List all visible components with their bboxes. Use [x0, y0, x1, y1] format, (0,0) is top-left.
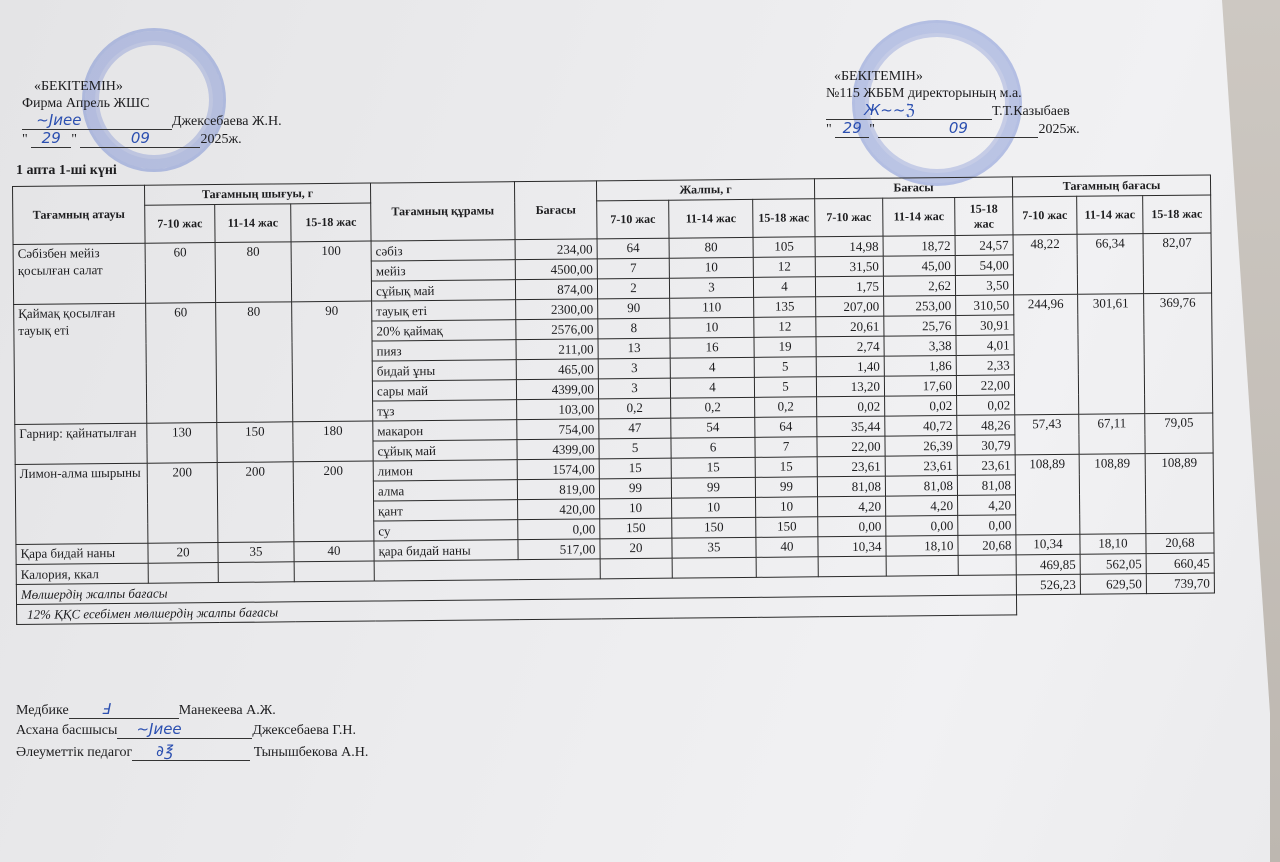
- dish-output: 200: [293, 461, 374, 542]
- ingredient-grams: 10: [670, 317, 754, 338]
- dish-output: 100: [291, 241, 372, 302]
- ingredient-cost: 22,00: [817, 436, 885, 457]
- dish-price: 48,22: [1013, 234, 1078, 295]
- ingredient-price: 4399,00: [517, 439, 599, 460]
- signature-line: ∂℥: [132, 742, 250, 761]
- ingredient-grams: 12: [753, 257, 815, 278]
- ingredient-cost: 3,38: [884, 335, 956, 356]
- ingredient-grams: 5: [754, 377, 816, 398]
- dish-output: 40: [294, 541, 374, 562]
- ingredient-name: тұз: [373, 400, 517, 421]
- ingredient-cost: 4,01: [956, 335, 1014, 356]
- approval-month: 09: [878, 120, 1038, 138]
- approval-org: №115 ЖББМ директорының м.а.: [826, 86, 1022, 101]
- ingredient-grams: 7: [755, 437, 817, 458]
- ingredient-cost: 1,75: [815, 276, 883, 297]
- total-price-11-14: 562,05: [1080, 554, 1146, 575]
- ingredient-name: алма: [373, 480, 517, 501]
- ingredient-grams: 0,2: [755, 397, 817, 418]
- ingredient-cost: 17,60: [884, 375, 956, 396]
- ingredient-grams: 8: [598, 318, 670, 339]
- ingredient-price: 103,00: [517, 399, 599, 420]
- ingredient-grams: 150: [672, 517, 756, 538]
- dish-name: Гарнир: қайнатылған: [15, 423, 147, 464]
- header-dish-price: Тағамның бағасы: [1012, 175, 1210, 197]
- ingredient-price: 211,00: [516, 339, 598, 360]
- ingredient-grams: 0,2: [599, 398, 671, 419]
- ingredient-cost: 13,20: [816, 376, 884, 397]
- ingredient-grams: 40: [756, 537, 818, 558]
- header-cost: Бағасы: [814, 177, 1012, 199]
- ingredient-cost: 253,00: [884, 295, 956, 316]
- ingredient-cost: 0,00: [958, 515, 1016, 536]
- header-age-11-14: 11-14 жас: [669, 199, 753, 238]
- approval-block-left: «БЕКІТЕМІН» Фирма Апрель ЖШС ~Jиее Джексебаева Ж.Н. " 29 " 09 2025ж.: [22, 79, 282, 147]
- dish-output: 60: [146, 303, 217, 424]
- header-age-15-18: 15-18 жас: [1143, 195, 1211, 234]
- ingredient-price: 0,00: [518, 519, 600, 540]
- ingredient-grams: 10: [672, 497, 756, 518]
- ingredient-price: 1574,00: [517, 459, 599, 480]
- dish-name: Қара бидай наны: [16, 543, 148, 564]
- ingredient-name: су: [374, 520, 518, 541]
- ingredient-cost: 45,00: [883, 255, 955, 276]
- total-price-7-10: 469,85: [1016, 554, 1080, 575]
- approval-org: Фирма Апрель ЖШС: [22, 96, 150, 111]
- ingredient-cost: 4,20: [958, 495, 1016, 516]
- ingredient-cost: 4,20: [886, 495, 958, 516]
- ingredient-price: 517,00: [518, 539, 600, 560]
- header-age-15-18: 15-18 жас: [955, 197, 1013, 236]
- dish-output: 200: [147, 463, 218, 544]
- approval-day: 29: [31, 130, 71, 148]
- dish-price: 79,05: [1145, 413, 1213, 454]
- ingredient-price: 2300,00: [516, 299, 598, 320]
- ingredient-name: мейіз: [371, 260, 515, 281]
- dish-name: Лимон-алма шырыны: [15, 463, 148, 544]
- approval-day: 29: [835, 120, 869, 138]
- ingredient-grams: 10: [756, 497, 818, 518]
- approval-month: 09: [80, 130, 200, 148]
- ingredient-grams: 7: [597, 258, 669, 279]
- header-age-7-10: 7-10 жас: [1013, 196, 1077, 235]
- ingredient-name: сары май: [372, 380, 516, 401]
- ingredient-cost: 207,00: [816, 296, 884, 317]
- dish-price: 18,10: [1080, 534, 1146, 555]
- ingredient-cost: 81,08: [957, 475, 1015, 496]
- ingredient-grams: 64: [597, 238, 669, 259]
- ingredient-name: сұйық май: [371, 280, 515, 301]
- ingredient-cost: 48,26: [957, 415, 1015, 436]
- vat-label: 12% ҚҚС есебімен мөлшердің жалпы бағасы: [17, 595, 1017, 625]
- header-age-7-10: 7-10 жас: [145, 205, 215, 244]
- ingredient-cost: 4,20: [818, 496, 886, 517]
- header-age-7-10: 7-10 жас: [597, 200, 669, 239]
- ingredient-cost: 0,02: [885, 395, 957, 416]
- approval-signer: Джексебаева Ж.Н.: [172, 114, 282, 129]
- ingredient-cost: 81,08: [885, 475, 957, 496]
- dish-output: 150: [217, 422, 293, 463]
- header-age-11-14: 11-14 жас: [1077, 196, 1143, 235]
- ingredient-cost: 1,86: [884, 355, 956, 376]
- menu-table: [12, 174, 1215, 624]
- ingredient-cost: 81,08: [817, 476, 885, 497]
- header-total-grams: Жалпы, г: [596, 179, 814, 201]
- signature-name: Тынышбекова А.Н.: [253, 745, 369, 760]
- ingredient-grams: 2: [597, 278, 669, 299]
- dish-output: 90: [292, 301, 373, 422]
- ingredient-grams: 16: [670, 337, 754, 358]
- signature-role: Медбике: [16, 703, 69, 718]
- ingredient-cost: 310,50: [956, 295, 1014, 316]
- ingredient-grams: 80: [669, 237, 753, 258]
- ingredient-grams: 15: [599, 458, 671, 479]
- ingredient-price: 874,00: [515, 279, 597, 300]
- dish-name: Сәбізбен мейіз қосылған салат: [13, 243, 146, 304]
- total-price-label: Мөлшердің жалпы бағасы: [16, 575, 1016, 605]
- ingredient-grams: 3: [598, 358, 670, 379]
- ingredient-grams: 10: [600, 498, 672, 519]
- vat-price-15-18: 739,70: [1146, 573, 1214, 594]
- ingredient-price: 2576,00: [516, 319, 598, 340]
- dish-price: 66,34: [1077, 234, 1144, 295]
- ingredient-cost: 35,44: [817, 416, 885, 437]
- ingredient-name: макарон: [373, 420, 517, 441]
- ingredient-grams: 15: [671, 457, 755, 478]
- dish-price: 57,43: [1015, 414, 1079, 455]
- ingredient-price: 4500,00: [515, 259, 597, 280]
- ingredient-cost: 54,00: [955, 255, 1013, 276]
- ingredient-cost: 3,50: [955, 275, 1013, 296]
- header-age-7-10: 7-10 жас: [815, 198, 883, 237]
- day-label: 1 апта 1-ші күні: [16, 163, 117, 178]
- ingredient-grams: 6: [671, 437, 755, 458]
- ingredient-grams: 15: [755, 457, 817, 478]
- ingredient-grams: 13: [598, 338, 670, 359]
- ingredient-cost: 2,33: [956, 355, 1014, 376]
- ingredient-grams: 99: [599, 478, 671, 499]
- approval-signer: Т.Т.Казыбаев: [992, 104, 1070, 119]
- ingredient-cost: 1,40: [816, 356, 884, 377]
- ingredient-price: 465,00: [516, 359, 598, 380]
- ingredient-cost: 23,61: [885, 455, 957, 476]
- signature-nurse: [16, 700, 276, 719]
- ingredient-grams: 47: [599, 418, 671, 439]
- signature-role: Әлеуметтік педагог: [16, 745, 133, 760]
- ingredient-cost: 18,72: [883, 235, 955, 256]
- menu-table-body: [13, 233, 1215, 624]
- signature-line: ~Jиее: [117, 720, 252, 739]
- ingredient-name: 20% қаймақ: [372, 320, 516, 341]
- ingredient-cost: 20,61: [816, 316, 884, 337]
- ingredient-grams: 19: [754, 337, 816, 358]
- dish-price: 82,07: [1143, 233, 1212, 294]
- ingredient-name: сұйық май: [373, 440, 517, 461]
- signature-social-pedagogue: [16, 742, 368, 761]
- ingredient-name: қара бидай наны: [374, 540, 518, 561]
- ingredient-name: бидай ұны: [372, 360, 516, 381]
- ingredient-name: қант: [374, 500, 518, 521]
- dish-price: 108,89: [1079, 454, 1146, 535]
- signature-name: Манекеева А.Ж.: [178, 703, 276, 718]
- ingredient-name: лимон: [373, 460, 517, 481]
- dish-output: 20: [148, 543, 218, 564]
- ingredient-name: тауық еті: [372, 300, 516, 321]
- ingredient-cost: 20,68: [958, 535, 1016, 556]
- ingredient-cost: 23,61: [817, 456, 885, 477]
- ingredient-grams: 3: [669, 277, 753, 298]
- ingredient-grams: 150: [600, 518, 672, 539]
- header-age-11-14: 11-14 жас: [215, 204, 291, 243]
- approval-block-right: «БЕКІТЕМІН» №115 ЖББМ директорының м.а. Ж~~ℨ Т.Т.Казыбаев " 29 " 09 2025ж.: [826, 69, 1080, 137]
- ingredient-grams: 105: [753, 237, 815, 258]
- header-output: Тағамның шығуы, г: [144, 183, 370, 205]
- dish-output: 180: [293, 421, 373, 462]
- header-price: Бағасы: [514, 181, 597, 240]
- ingredient-grams: 135: [754, 297, 816, 318]
- dish-price: 301,61: [1078, 294, 1145, 415]
- ingredient-cost: 23,61: [957, 455, 1015, 476]
- ingredient-grams: 90: [598, 298, 670, 319]
- ingredient-grams: 150: [756, 517, 818, 538]
- ingredient-grams: 5: [599, 438, 671, 459]
- approval-title: «БЕКІТЕМІН»: [834, 69, 923, 84]
- header-age-11-14: 11-14 жас: [883, 197, 955, 236]
- ingredient-cost: 0,00: [886, 515, 958, 536]
- ingredient-cost: 40,72: [885, 415, 957, 436]
- dish-price: 244,96: [1014, 294, 1079, 415]
- ingredient-cost: 30,91: [956, 315, 1014, 336]
- ingredient-grams: 0,2: [671, 397, 755, 418]
- dish-output: 80: [215, 242, 292, 303]
- approval-year: 2025ж.: [200, 132, 242, 147]
- ingredient-name: сәбіз: [371, 240, 515, 261]
- ingredient-cost: 14,98: [815, 236, 883, 257]
- approval-title: «БЕКІТЕМІН»: [34, 79, 123, 94]
- header-age-15-18: 15-18 жас: [753, 199, 815, 238]
- ingredient-grams: 3: [598, 378, 670, 399]
- dish-price: 20,68: [1146, 533, 1214, 554]
- dish-name: Қаймақ қосылған тауық еті: [14, 303, 147, 424]
- ingredient-cost: 31,50: [815, 256, 883, 277]
- ingredient-grams: 99: [755, 477, 817, 498]
- dish-price: 67,11: [1079, 414, 1145, 455]
- calories-label: Калория, ккал: [16, 563, 148, 584]
- header-dish-name: Тағамның атауы: [13, 185, 146, 244]
- ingredient-grams: 99: [671, 477, 755, 498]
- ingredient-cost: 22,00: [956, 375, 1014, 396]
- ingredient-cost: 24,57: [955, 235, 1013, 256]
- ingredient-price: 4399,00: [516, 379, 598, 400]
- dish-output: 80: [216, 302, 293, 423]
- dish-price: 10,34: [1016, 534, 1080, 555]
- ingredient-grams: 12: [754, 317, 816, 338]
- header-composition: Тағамның құрамы: [370, 182, 515, 241]
- ingredient-name: пияз: [372, 340, 516, 361]
- dish-output: 200: [217, 462, 294, 543]
- ingredient-cost: 18,10: [886, 535, 958, 556]
- dish-output: 60: [145, 243, 216, 304]
- dish-price: 108,89: [1145, 453, 1214, 534]
- vat-price-11-14: 629,50: [1080, 574, 1146, 595]
- dish-price: 108,89: [1015, 454, 1080, 535]
- ingredient-cost: 26,39: [885, 435, 957, 456]
- ingredient-grams: 4: [670, 357, 754, 378]
- dish-output: 130: [147, 423, 217, 464]
- ingredient-cost: 25,76: [884, 315, 956, 336]
- signature-role: Асхана басшысы: [16, 723, 118, 738]
- ingredient-cost: 2,74: [816, 336, 884, 357]
- ingredient-cost: 30,79: [957, 435, 1015, 456]
- approval-year: 2025ж.: [1038, 122, 1080, 137]
- signature-kitchen-head: [16, 720, 356, 739]
- ingredient-grams: 5: [754, 357, 816, 378]
- ingredient-grams: 4: [753, 277, 815, 298]
- header-age-15-18: 15-18 жас: [291, 203, 371, 242]
- ingredient-cost: 0,00: [818, 516, 886, 537]
- vat-price-7-10: 526,23: [1016, 574, 1080, 595]
- ingredient-grams: 4: [670, 377, 754, 398]
- ingredient-grams: 110: [670, 297, 754, 318]
- ingredient-price: 754,00: [517, 419, 599, 440]
- ingredient-grams: 10: [669, 257, 753, 278]
- ingredient-price: 819,00: [517, 479, 599, 500]
- ingredient-price: 234,00: [515, 239, 597, 260]
- ingredient-cost: 0,02: [957, 395, 1015, 416]
- ingredient-cost: 2,62: [883, 275, 955, 296]
- dish-price: 369,76: [1144, 293, 1213, 414]
- signature-line: Ⅎ: [69, 700, 179, 719]
- total-price-15-18: 660,45: [1146, 553, 1214, 574]
- signature-name: Джексебаева Г.Н.: [252, 723, 357, 738]
- ingredient-grams: 54: [671, 417, 755, 438]
- ingredient-cost: 10,34: [818, 536, 886, 557]
- dish-output: 35: [218, 542, 294, 563]
- signature-line: Ж~~ℨ: [826, 102, 992, 120]
- ingredient-price: 420,00: [518, 499, 600, 520]
- ingredient-grams: 35: [672, 537, 756, 558]
- signature-line: ~Jиее: [22, 112, 172, 130]
- ingredient-grams: 64: [755, 417, 817, 438]
- ingredient-cost: 0,02: [817, 396, 885, 417]
- ingredient-grams: 20: [600, 538, 672, 559]
